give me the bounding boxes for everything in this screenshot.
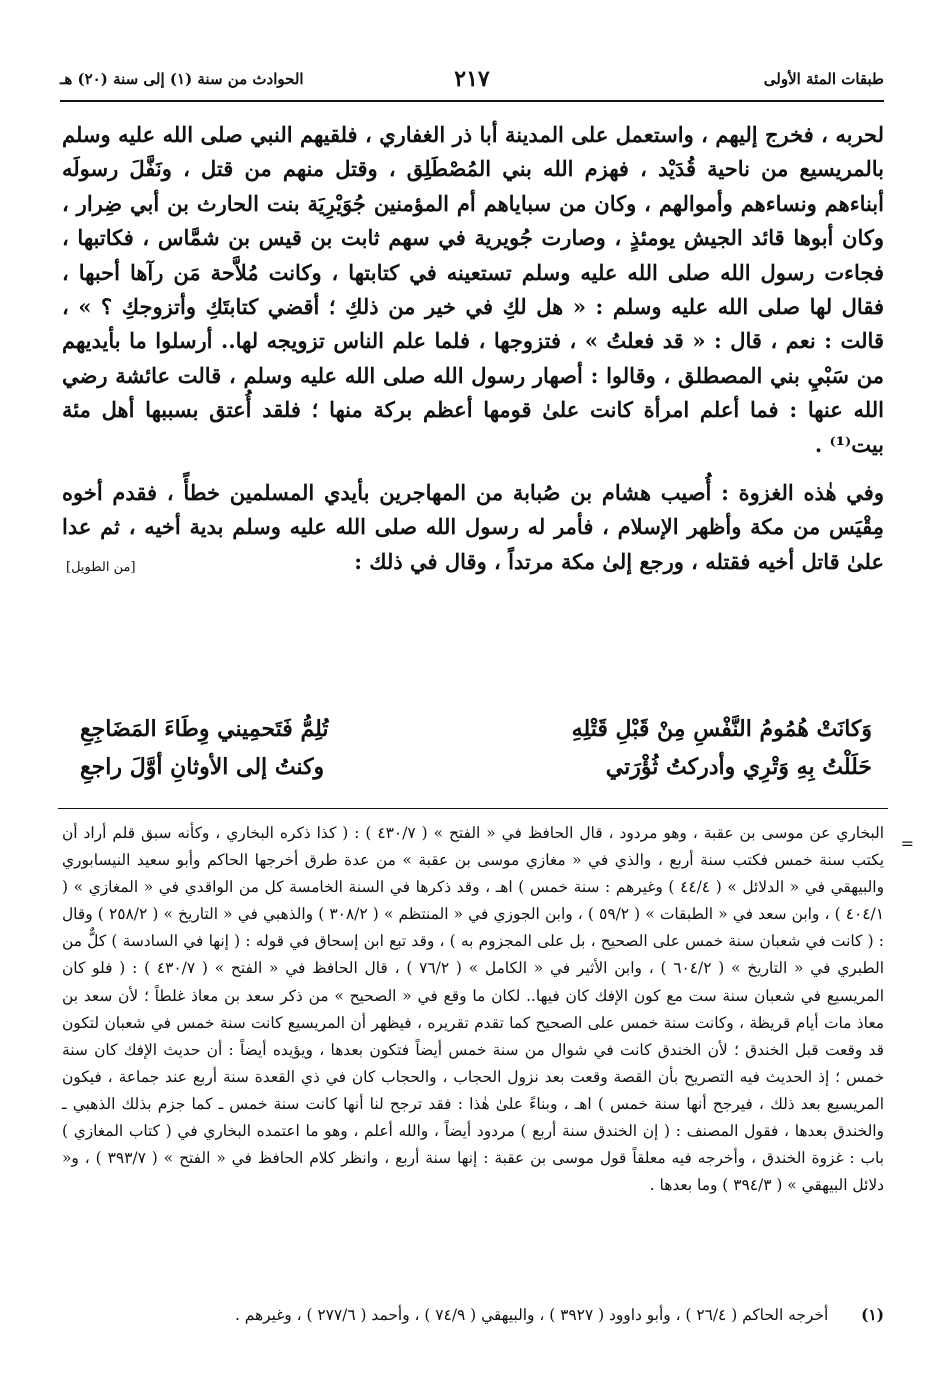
page-number: ٢١٧	[454, 66, 490, 92]
paragraph-1: لحربه ، فخرج إليهم ، واستعمل على المدينة أبا ذر الغفاري ، فلقيهم النبي صلى الله عليه وسلم بالمريسيع من ناحية قُدَيْد ، فهزم الله بني المُصْطَلِق ، وقتل منهم من قتل ، ونَفَّلَ رسولَه أبناءهم ونساءهم وأموالهم ، وكان من سباياهم أم المؤمنين جُوَيْرِيَة بنت الحارث بن أبي ضِرار ، وكان أبوها قائد الجيش يومئذٍ ، وصارت جُويرية في سهم ثابت بن قيس بن شمَّاس ، فكاتبها ، فجاءت رسول الله صلى الله عليه وسلم تستعينه في كتابتها ، وكانت مُلاَّحة مَن رآها أحبها ، فقال لها صلى الله عليه وسلم : « هل لكِ في خير من ذلكِ ؛ أقضي كتابتَكِ وأتزوجكِ ؟ » ، قالت : نعم ، قال : « قد فعلتُ » ، فتزوجها ، فلما علم الناس تزويجه لها.. أرسلوا ما بأيديهم من سَبْيِ بني المصطلق ، وقالوا : أصهار رسول الله صلى الله عليه وسلم ، قالت عائشة رضي الله عنها : فما أعلم امرأة كانت علىٰ قومها أعظم بركة منها ؛ فلقد أُعتق بسببها أهل مئة بيت⁽¹⁾ .	[62, 122, 884, 457]
poem-meter-tag: [من الطويل]	[66, 559, 136, 575]
footnote-1	[62, 1302, 884, 1329]
footnote-number: (١)	[861, 1306, 884, 1324]
paragraph-2	[62, 476, 884, 579]
verse-first-hemistich: حَلَلْتُ بِهِ وَتْرِي وأدركتُ ثُؤْرَتي	[605, 754, 872, 780]
footnote-1-text: أخرجه الحاكم ( ٢٦/٤ ) ، وأبو داوود ( ٣٩٢٧ ) ، والبيهقي ( ٧٤/٩ ) ، وأحمد ( ٢٧٧/٦ ) ، وغيرهم .	[234, 1306, 829, 1324]
verse-first-hemistich: وَكانَتْ هُمُومُ النَّفْسِ مِنْ قَبْلِ قَتْلِهِ	[571, 716, 872, 742]
header-divider	[60, 100, 884, 102]
footnote-continued: البخاري عن موسى بن عقبة ، وهو مردود ، قال الحافظ في « الفتح » ( ٤٣٠/٧ ) : ( كذا ذكره البخاري ، وكأنه سبق قلم أراد أن يكتب سنة خمس فكتب سنة أربع ، والذي في « مغازي موسى بن عقبة » من عدة طرق أخرجها الحاكم وأبو سعيد النيسابوري والبيهقي في « الدلائل » ( ٤٤/٤ ) وغيرهم : سنة خمس ) اهـ ، وقد ذكرها في السنة الخامسة كل من الواقدي في « المغازي » ( ٤٠٤/١ ) ، وابن سعد في « الطبقات » ( ٥٩/٢ ) ، وابن الجوزي في « المنتظم » ( ٣٠٨/٢ ) والذهبي في « التاريخ » ( ٢٥٨/٢ ) وقال : ( كانت في شعبان سنة خمس على الصحيح ، بل على المجزوم به ) ، وقد تبع ابن إسحاق في قوله : ( إنها في السادسة ) كلٌّ من الطبري في « التاريخ » ( ٦٠٤/٢ ) ، وابن الأثير في « الكامل » ( ٧٦/٢ ) ، قال الحافظ في « الفتح » ( ٤٣٠/٧ ) : ( فلو كان المريسيع في شعبان سنة ست مع كون الإفك كان فيها.. لكان ما وقع في « الصحيح » من ذكر سعد بن معاذ غلطاً ؛ لأن سعد بن معاذ مات أيام قريظة ، وكانت سنة خمس على الصحيح كما تقدم تقريره ، فيظهر أن المريسيع كانت سنة خمس في شعبان لتكون قد وقعت قبل الخندق ؛ لأن الخندق كانت في شوال من سنة خمس أيضاً فتكون بعدها ، ويؤيده أيضاً : أن حديث الإفك كان سنة خمس ؛ إذ الحديث فيه التصريح بأن القصة وقعت بعد نزول الحجاب ، والحجاب كان في ذي القعدة سنة أربع عند جماعة ، فيكون المريسيع بعد ذلك ، فيرجح أنها سنة خمس ) اهـ ، وبناءً علىٰ هٰذا : فقد ترجح لنا أنها كانت سنة خمس ـ كما جزم بذلك الذهبي ـ والخندق بعدها ، فقول المصنف : ( إن الخندق سنة أربع ) مردود أيضاً ، والله أعلم ، وهو ما اعتمده البخاري في ( كتاب المغازي ) باب : غزوة الخندق ، وأخرجه فيه معلقاً قول موسى بن عقبة : إنها سنة أربع ، وانظر كلام الحافظ في « الفتح » ( ٣٩٣/٧ ) ، و« دلائل البيهقي » ( ٣٩٤/٣ ) وما بعدها .	[62, 824, 885, 1195]
running-header	[60, 66, 884, 98]
book-title: طبقات المئة الأولى	[763, 70, 884, 88]
poem-verse	[80, 754, 872, 792]
poem	[80, 716, 872, 792]
continuation-mark: =	[900, 834, 914, 853]
footnotes	[62, 820, 914, 1199]
section-title: الحوادث من سنة (١) إلى سنة (٢٠) هـ	[60, 70, 304, 88]
verse-second-hemistich: وكنتُ إلى الأوثانِ أوَّلَ راجعِ	[80, 754, 325, 780]
main-text	[62, 118, 884, 585]
verse-second-hemistich: تُلِمُّ فَتَحمِيني وِطَاءَ المَضَاجِعِ	[80, 716, 329, 742]
poem-verse	[80, 716, 872, 754]
paragraph-2-text: وفي هٰذه الغزوة : أُصيب هشام بن صُبابة من المهاجرين بأيدي المسلمين خطأً ، فقدم أخوه مِقْيَس من مكة وأظهر الإسلام ، فأمر له رسول الله صلى الله عليه وسلم بدية أخيه ، ثم عدا علىٰ قاتل أخيه فقتله ، ورجع إلىٰ مكة مرتداً ، وقال في ذلك :	[62, 480, 884, 574]
footnote-divider	[58, 808, 888, 809]
